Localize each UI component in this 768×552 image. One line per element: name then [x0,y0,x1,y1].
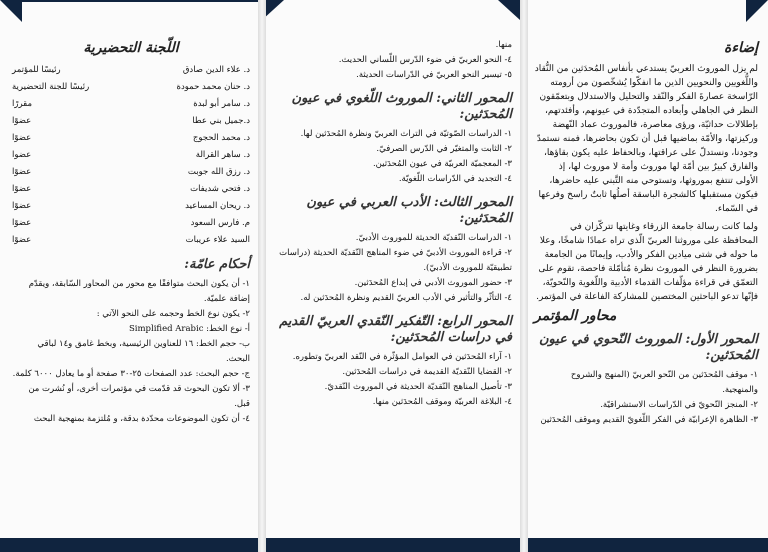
committee-table [12,62,250,249]
committee-row [12,232,250,249]
axes-title: محاور المؤتمر [534,308,617,324]
axis1-item: ٣- الظاهرة الإعرابيّة في الفكر اللّغويّ القديم وموقف المُحدَثين [540,415,758,425]
axis3-item: ١- الدراسات النّقديّة الحديثة للموروث الأدبيّ. [355,233,512,243]
axis1-item: ٢- المنجز النّحويّ في الدّراسات الاستشراقيّة. [600,400,758,410]
member-name: د. محمد الحجوج [192,133,250,143]
member-role: مقررًا [12,99,33,109]
committee-row [12,79,250,96]
rule-item: ٢- يكون نوع الخط وحجمه على النحو الآتي : [96,309,250,319]
member-name: د. علاء الدين صادق [182,65,250,75]
rule-item: ج- حجم البحث: عدد الصفحات ٢٥-٣٠ صفحة أو ما يعادل ٦٠٠٠ كلمة. [12,369,250,379]
axis4-item: ١- آراء المُحدَثين في العوامل المؤثّرة في النّقد العربيّ وتطوره. [292,352,512,362]
member-name: د. فتحي شديفات [190,184,250,194]
axis3-title: المحور الثالث: الأدب العربي في عيون المُحدَثين: [306,195,512,226]
member-name: د. ساهر القرالة [195,150,250,160]
axis3-item: ٤- التأثّر والتأثير في الأدب العربيّ القديم ونظرة المُحدَثين له. [300,293,512,303]
member-name: م. فارس السعود [190,218,250,228]
axis1-item: ٥- تيسير النحو العربيّ في الدّراسات الحديثة. [356,70,512,80]
committee-row [12,198,250,215]
member-name: د. ريحان المساعيد [185,201,250,211]
committee-row [12,147,250,164]
axis2-item: ٤- التجديد في الدّراسات اللّغويّة. [398,174,512,184]
member-role: عضوًا [12,184,32,194]
rule-item: أ- نوع الخط: Simplified Arabic [128,324,250,334]
member-name: د. رزق الله جوبت [187,167,250,177]
rule-item: ١- أن يكون البحث متوافقًا مع محور من المحاور السّابقة، ويقدّم إضافة علميّة. [28,279,250,304]
member-role: رئيسًا للجنة التحضيرية [12,82,90,92]
panel-left [0,0,262,552]
axis3-item: ٣- حضور الموروث الأدبي في إبداع المُحدَثين. [354,278,512,288]
committee-row [12,96,250,113]
axis1-title: المحور الأول: الموروث النّحوي في عيون المُحدَثين: [538,332,758,363]
committee-row [12,113,250,130]
axis2-item: ٣- المعجميّة العربيّة في عيون المُحدَثين. [372,159,512,169]
committee-row [12,181,250,198]
member-name: د.جميل بني عطا [192,116,250,126]
axis4-title: المحور الرابع: التّفكير النّقدي العربيّ القديم في دراسات المُحدَثين: [279,314,512,345]
member-role: عضوًا [12,235,32,245]
axis4-item: ٤- البلاغة العربيّة وموقف المُحدَثين منها. [372,397,512,407]
axis2-title: المحور الثاني: الموروث اللّغوي في عيون المُحدَثين: [291,91,512,122]
rules-title: أحكام عامّة: [184,257,250,272]
axis3-item: ٢- قراءة الموروث الأدبيّ في ضوء المناهج النّقديّة الحديثة (دراسات تطبيقيّة للموروث الأدبيّ). [279,248,512,273]
member-role: عضوًا [12,133,32,143]
member-role: عضوًا [12,116,32,126]
panel-middle [262,0,524,552]
member-role: عضوًا [12,167,32,177]
intro-paragraph-1: لم يزل الموروث العربيّ يستدعي بأنفاس المُحدَثين من النُّقاد واللُّغويين والنحويين الذين ما انفكّوا يُشخّصون من أرومته الرّاسخة عصارةَ الفكر والنّقد والتحليل والاستدلال وبتعمّقون النظر في الجاهلي وأبعاده المتجدّدة في عيونهم، وأفئدتهم، بإطلالات حداثيّة، ورؤى معاصرة، فالموروث عماد النّهضة وركيزتها، والأمّة بماضيها قبل أن تكون بحاضرها، فمنه نستمدّ وجودنا، ونستدلّ على عراقتها، وبالحفاظ عليه يكون بقاؤها، والفارق كبيرٌ بين أمّة لها موروث وأمة لا موروث لها، إذ الأولى تنتفع بموروثها، وتستوحي منه التَّبني عليه حاضرها، فيكون مستقبلها كالشجرة الباسقة أصلُها ثابتٌ راسخ وفرعها في السّماء. [534,64,758,214]
member-role: عضوا [12,150,32,160]
axis4-item: ٢- القضايا النّقديّة القديمة في دراسات المُحدَثين. [342,367,512,377]
panel-right [524,0,768,552]
member-name: د. سامر أبو لبدة [193,99,250,109]
member-role: رئيسًا للمؤتمر [12,65,61,75]
member-name: د. حنان محمد حمودة [176,82,250,92]
axis2-item: ١- الدراسات الصّوتيّة في التراث العربيّ ونظرة المُحدَثين لها. [300,129,512,139]
member-role: عضوًا [12,218,32,228]
intro-title: إضاءة [724,40,758,56]
member-role: عضوًا [12,201,32,211]
axis1-continuation: منها. [495,40,512,50]
axis2-item: ٢- الثابت والمتغيّر في الدّرس الصرفيّ. [376,144,512,154]
committee-row [12,130,250,147]
rule-item: ٤- أن تكون الموضوعات محدّدة بدقة، و مُلتزمة بمنهجية البحث [33,414,250,424]
committee-row [12,62,250,79]
member-name: السيد علاء عريبات [185,235,250,245]
intro-paragraph-2: ولما كانت رسالة جامعة الزرقاء وغايتها تتركّزان في المحافظة على موروثنا العربيّ الّذي تراه عمادًا شامخًا، وعلا ما حوله في شتى ميادين الفكر والأدب، وإيمانًا من الجامعة بضرورة النظر في الموروث نظرة مُتأمّلة فاحصة، تقوم على التعمّق في قراءة مؤلّفات القدماء الأدبية واللّغوية والنّحويّة، فإنّها تدعو الباحثين المختصين للمشاركة الفاعلة في المؤتمر. [536,222,758,302]
committee-row [12,215,250,232]
axis1-item: ٤- النحو العربيّ في ضوء الدّرس اللّساني الحديث. [338,55,512,65]
axis4-item: ٣- تأصيل المناهج النّقديّة الحديثة في الموروث النّقديّ. [324,382,512,392]
rule-item: ٣- ألا تكون البحوث قد قدّمت في مؤتمرات أخرى، أو نُشرت من قبل. [28,384,250,409]
committee-title: اللّجنة التحضيرية [83,40,179,56]
rule-item: ب- حجم الخط: ١٦ للعناوين الرئيسية، وبخط غامق و١٤ لباقي البحث. [37,339,250,364]
committee-row [12,164,250,181]
axis1-item: ١- موقف المُحدَثين من النّحو العربيّ (المنهج والشروح والمنهجية. [570,370,758,395]
